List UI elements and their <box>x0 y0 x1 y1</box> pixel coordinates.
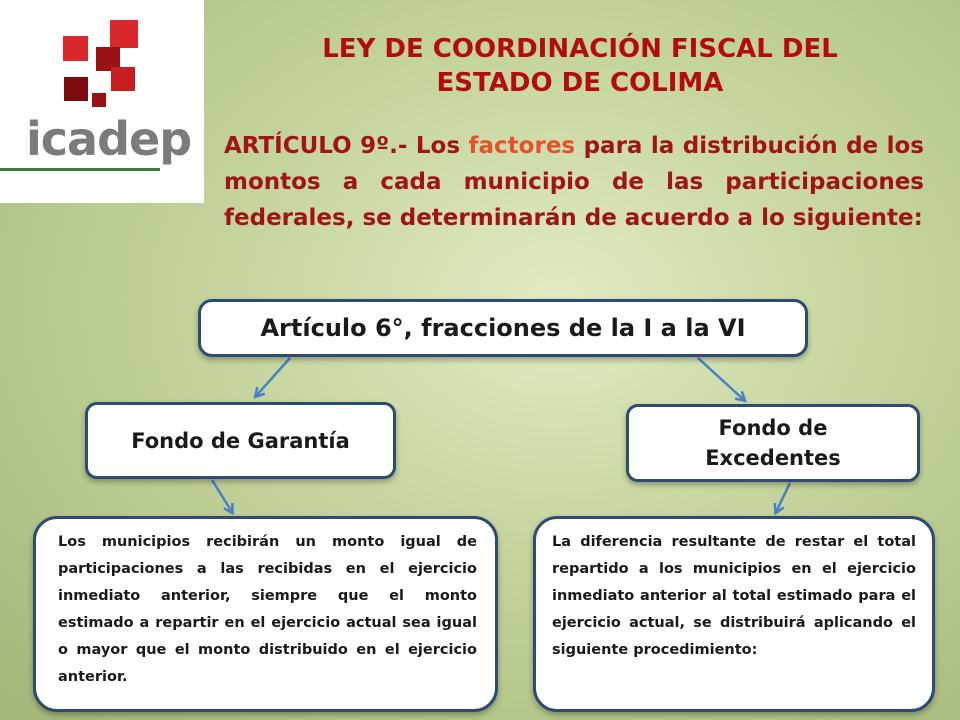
fondo-garantia-description <box>33 516 498 712</box>
fondo-excedentes-box <box>626 404 920 482</box>
title-line-1: LEY DE COORDINACIÓN FISCAL DEL <box>322 34 838 64</box>
intro-text-start: ARTÍCULO 9º.- Los <box>224 133 469 159</box>
left-desc-text: Los municipios recibirán un monto igual de participaciones a las recibidas en el ejercicio inmediato anterior, siempre que el monto estimado a repartir en el ejercicio actual sea igual o mayor que el monto distribuido en el ejercicio anterior. <box>58 534 477 685</box>
arrow-right-to-desc <box>776 483 790 512</box>
arrow-left-to-desc <box>212 480 232 512</box>
right-desc-text: La diferencia resultante de restar el total repartido a los municipios en el ejercicio inmediato anterior al total estimado para el ejercicio actual, se distribuirá aplicando el siguiente procedimiento: <box>552 534 916 658</box>
main-article-label: Artículo 6°, fracciones de la I a la VI <box>260 314 746 342</box>
fondo-garantia-label: Fondo de Garantía <box>131 428 350 453</box>
intro-highlight: factores <box>468 133 576 159</box>
arrow-main-to-right <box>698 358 744 400</box>
fondo-excedentes-label: Fondo de Excedentes <box>705 416 841 470</box>
intro-text-end: para la distribución de los montos a cada municipio de las participaciones federales, se determinarán de acuerdo a lo siguiente: <box>224 133 924 231</box>
fondo-garantia-box <box>85 402 396 479</box>
arrow-main-to-left <box>256 358 290 396</box>
main-article-box <box>198 299 808 357</box>
fondo-excedentes-description <box>533 516 935 712</box>
logo-text: icadep <box>26 112 192 166</box>
title-line-2: ESTADO DE COLIMA <box>436 68 724 98</box>
